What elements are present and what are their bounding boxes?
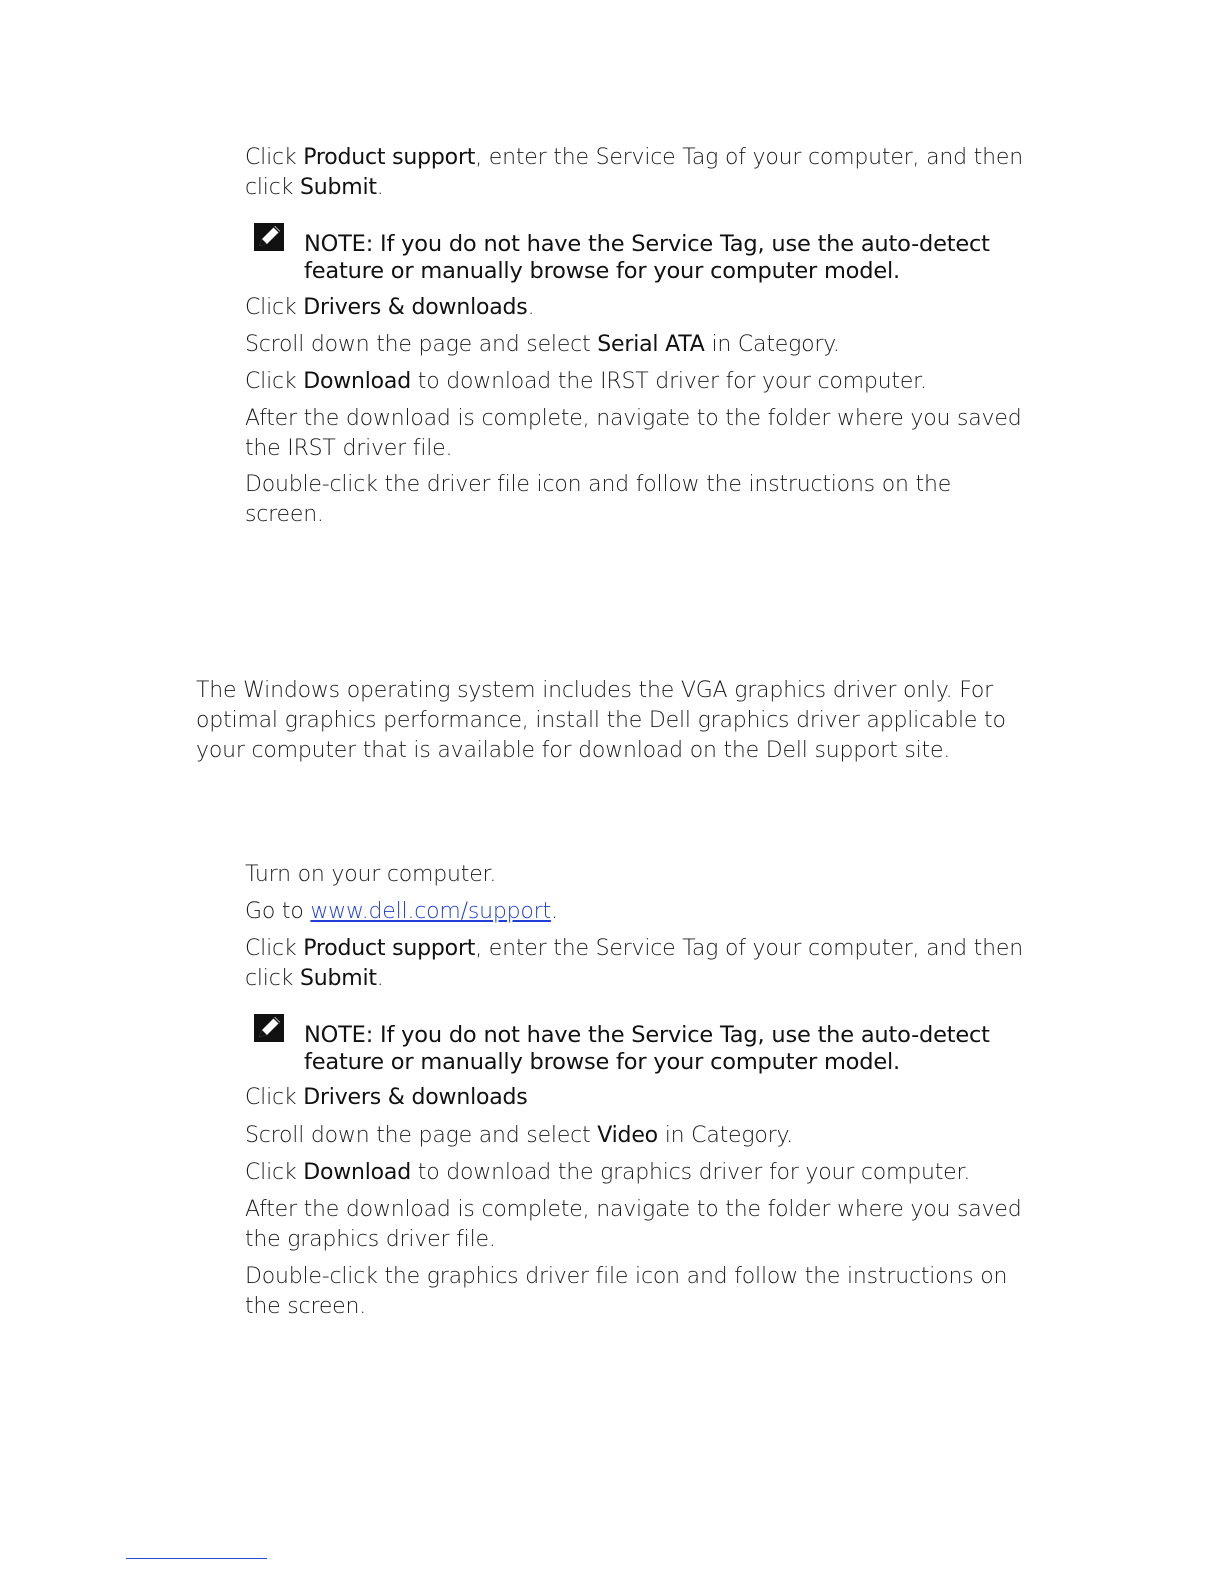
note-service-tag-2: NOTE: If you do not have the Service Tag, use the auto-detect feature or manually browse for your computer model. bbox=[304, 1022, 990, 1075]
submit-label: Submit bbox=[299, 175, 377, 200]
product-support-label: Product support bbox=[303, 145, 476, 170]
note-service-tag: NOTE: If you do not have the Service Tag, use the auto-detect feature or manually browse for your computer model. bbox=[304, 231, 990, 284]
step-turn-on: Turn on your computer. bbox=[245, 862, 497, 887]
step-double-click-2: Double-click the graphics driver file icon and follow the instructions on the screen. bbox=[245, 1264, 1008, 1319]
step-go-to-site: Go to www.dell.com/support. bbox=[245, 899, 558, 924]
step-double-click: Double-click the driver file icon and follow the instructions on the screen. bbox=[245, 472, 952, 527]
step-drivers-downloads: Click Drivers & downloads. bbox=[245, 295, 535, 320]
step-download-graphics: Click Download to download the graphics driver for your computer. bbox=[245, 1160, 971, 1185]
step-product-support-2: Click Product support, enter the Service Tag of your computer, and then click Submit. bbox=[245, 936, 1023, 991]
step-drivers-downloads-2: Click Drivers & downloads bbox=[245, 1085, 528, 1110]
step-select-category: Scroll down the page and select Serial ATA in Category. bbox=[245, 332, 840, 357]
note-pencil-icon bbox=[253, 220, 285, 252]
step-select-video: Scroll down the page and select Video in Category. bbox=[245, 1123, 793, 1148]
footnote-divider bbox=[126, 1558, 267, 1559]
dell-support-link[interactable]: www.dell.com/support bbox=[310, 899, 551, 924]
step-product-support: Click Product support, enter the Service Tag of your computer, and then click Submit. bbox=[245, 145, 1023, 200]
step-navigate-folder-2: After the download is complete, navigate to the folder where you saved the graphics driver file. bbox=[245, 1197, 1022, 1252]
step-navigate-folder: After the download is complete, navigate to the folder where you saved the IRST driver file. bbox=[245, 406, 1022, 461]
note-pencil-icon bbox=[253, 1011, 285, 1043]
step-download: Click Download to download the IRST driver for your computer. bbox=[245, 369, 927, 394]
graphics-intro-paragraph: The Windows operating system includes the VGA graphics driver only. For optimal graphics performance, install the Dell graphics driver applicable to your computer that is available for download on the Dell support site. bbox=[196, 678, 1006, 763]
